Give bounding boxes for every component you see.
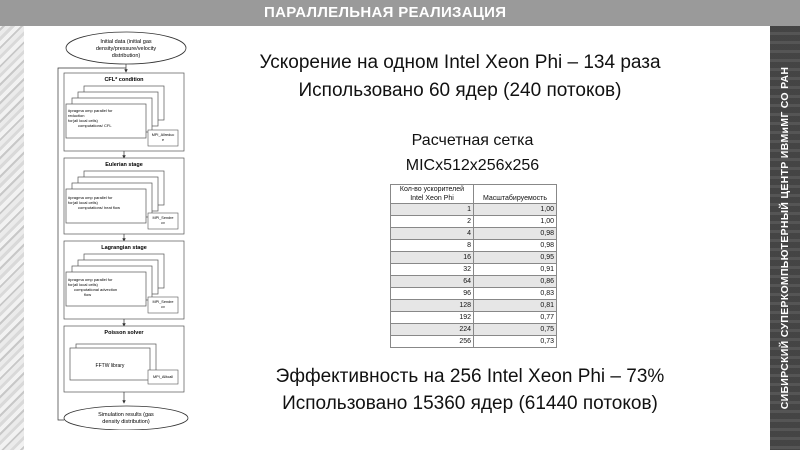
- org-name: СИБИРСКИЙ СУПЕРКОМПЬЮТЕРНЫЙ ЦЕНТР ИВМиМГ СО РАН: [779, 66, 791, 410]
- start-line: Initial data (initial gas: [100, 39, 152, 45]
- grid-label: Расчетная сетка: [411, 132, 534, 149]
- speedup-line-1: Ускорение на одном Intel Xeon Phi – 134 раза: [259, 52, 661, 73]
- efficiency-line-2: Использовано 15360 ядер (61440 потоков): [282, 393, 658, 414]
- stage-title: Poisson solver: [104, 330, 144, 336]
- stage-code: flow: [84, 292, 92, 297]
- start-node: [66, 32, 186, 64]
- mpi-call: MPI_Allreduc: [151, 133, 175, 137]
- cell-scalability: 1,00: [474, 204, 557, 216]
- mpi-call: cv: [161, 305, 165, 309]
- table-header-row: [391, 185, 557, 204]
- cell-accelerators: 1: [391, 204, 474, 216]
- cell-scalability: 0,75: [474, 324, 557, 336]
- stage-poisson: [64, 326, 184, 392]
- cell-accelerators: 192: [391, 312, 474, 324]
- stage-code: for(all local cells): [68, 118, 98, 123]
- cell-accelerators: 32: [391, 264, 474, 276]
- stage-code: computations/ heat flow: [78, 205, 121, 210]
- scalability-table: [390, 184, 557, 348]
- table-row: [391, 264, 557, 276]
- cell-scalability: 0,81: [474, 300, 557, 312]
- cell-accelerators: 2: [391, 216, 474, 228]
- stage-code: computations/ CFL: [78, 123, 112, 128]
- stage-code: for(all local cells): [68, 282, 98, 287]
- table-row: [391, 240, 557, 252]
- cell-scalability: 0,77: [474, 312, 557, 324]
- end-line: Simulation results (gas: [98, 412, 154, 418]
- table-row: [391, 252, 557, 264]
- stage-cfl: [64, 73, 184, 151]
- cell-scalability: 0,98: [474, 240, 557, 252]
- header-accelerators: [391, 185, 474, 204]
- stage-title: Lagrangian stage: [101, 245, 147, 251]
- mpi-call: cv: [161, 221, 165, 225]
- stage-code: #pragma omp parallel for: [68, 277, 113, 282]
- table-row: [391, 228, 557, 240]
- cell-scalability: 0,98: [474, 228, 557, 240]
- start-line: distribution): [111, 53, 141, 59]
- stage-code: reduction: [68, 113, 85, 118]
- page-title: ПАРАЛЛЕЛЬНАЯ РЕАЛИЗАЦИЯ: [264, 4, 507, 21]
- header-bar: [0, 0, 800, 26]
- cell-accelerators: 224: [391, 324, 474, 336]
- end-node: [64, 406, 188, 430]
- efficiency-line-1: Эффективность на 256 Intel Xeon Phi – 73%: [275, 366, 665, 387]
- table-row: [391, 336, 557, 348]
- mpi-call: MPI_Sendre: [152, 300, 174, 304]
- left-decorative-strip: [0, 0, 24, 450]
- table-row: [391, 288, 557, 300]
- table-row: [391, 216, 557, 228]
- stage-eulerian: [64, 158, 184, 234]
- cell-scalability: 0,83: [474, 288, 557, 300]
- start-line: density/pressure/velocity: [95, 46, 157, 52]
- right-sidebar: [770, 26, 800, 450]
- stage-title: Eulerian stage: [105, 162, 143, 168]
- table-row: [391, 276, 557, 288]
- grid-size: MICx512x256x256: [405, 157, 540, 174]
- cell-scalability: 0,95: [474, 252, 557, 264]
- speedup-line-2: Использовано 60 ядер (240 потоков): [298, 80, 622, 101]
- cell-accelerators: 64: [391, 276, 474, 288]
- table-row: [391, 312, 557, 324]
- header-scalability: Масштабируемость: [474, 185, 557, 204]
- table-row: [391, 300, 557, 312]
- mpi-call: MPI_Sendre: [152, 216, 174, 220]
- mpi-call: e: [161, 138, 165, 142]
- header-accelerators-line: Кол-во ускорителей: [399, 186, 465, 193]
- table-row: [391, 204, 557, 216]
- mpi-call: MPI_Alltoall: [152, 375, 174, 379]
- cell-accelerators: 4: [391, 228, 474, 240]
- cell-scalability: 0,73: [474, 336, 557, 348]
- stage-code: for(all local cells): [68, 200, 98, 205]
- cell-scalability: 0,86: [474, 276, 557, 288]
- stage-code: computational advection: [74, 287, 118, 292]
- cell-accelerators: 128: [391, 300, 474, 312]
- stage-code: #pragma omp parallel for: [68, 195, 113, 200]
- stage-code: #pragma omp parallel for: [68, 108, 113, 113]
- algorithm-flow-diagram: [54, 30, 194, 430]
- stage-lagrangian: [64, 241, 184, 319]
- cell-scalability: 1,00: [474, 216, 557, 228]
- stage-title: CFL* condition: [104, 77, 144, 83]
- cell-accelerators: 8: [391, 240, 474, 252]
- cell-accelerators: 96: [391, 288, 474, 300]
- end-line: density distribution): [102, 419, 150, 425]
- cell-scalability: 0,91: [474, 264, 557, 276]
- stage-code: FFTW library: [95, 363, 125, 369]
- table-body: [391, 204, 557, 348]
- table-row: [391, 324, 557, 336]
- cell-accelerators: 256: [391, 336, 474, 348]
- header-accelerators-line: Intel Xeon Phi: [410, 195, 454, 202]
- cell-accelerators: 16: [391, 252, 474, 264]
